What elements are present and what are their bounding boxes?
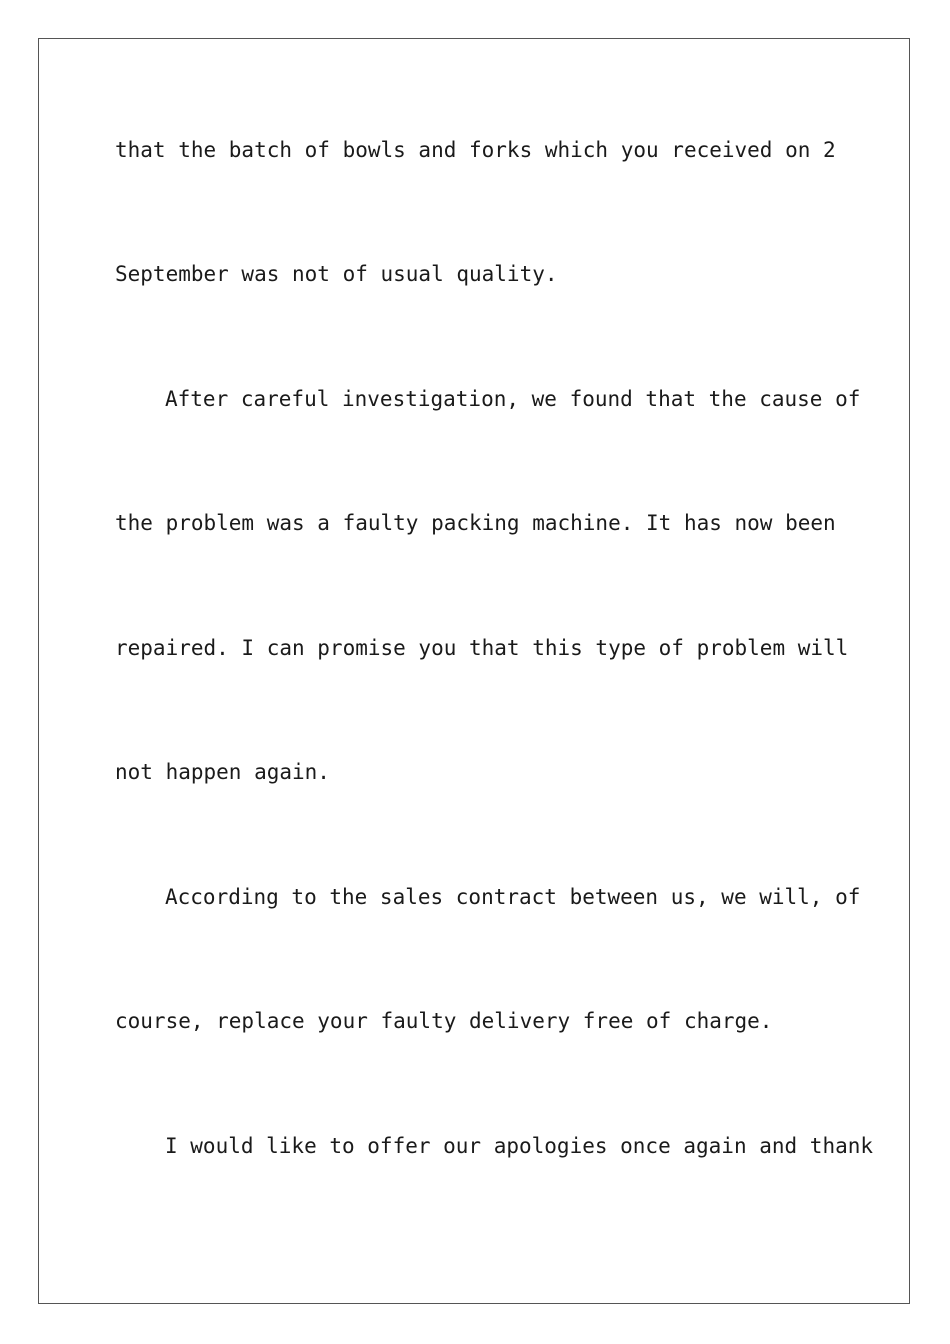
text-line-8: course, replace your faulty delivery free of charge. — [115, 1009, 773, 1033]
text-line-9: I would like to offer our apologies once again and thank — [165, 1134, 874, 1158]
text-line-5: repaired. I can promise you that this type of problem will — [115, 636, 849, 660]
text-line-3: After careful investigation, we found that the cause of — [165, 387, 861, 411]
text-line-1: that the batch of bowls and forks which you received on 2 — [115, 138, 836, 162]
text-line-2: September was not of usual quality. — [115, 262, 558, 286]
page-frame — [38, 38, 910, 1304]
text-line-6: not happen again. — [115, 760, 330, 784]
text-line-7: According to the sales contract between us, we will, of — [165, 885, 861, 909]
text-line-4: the problem was a faulty packing machine. It has now been — [115, 511, 836, 535]
